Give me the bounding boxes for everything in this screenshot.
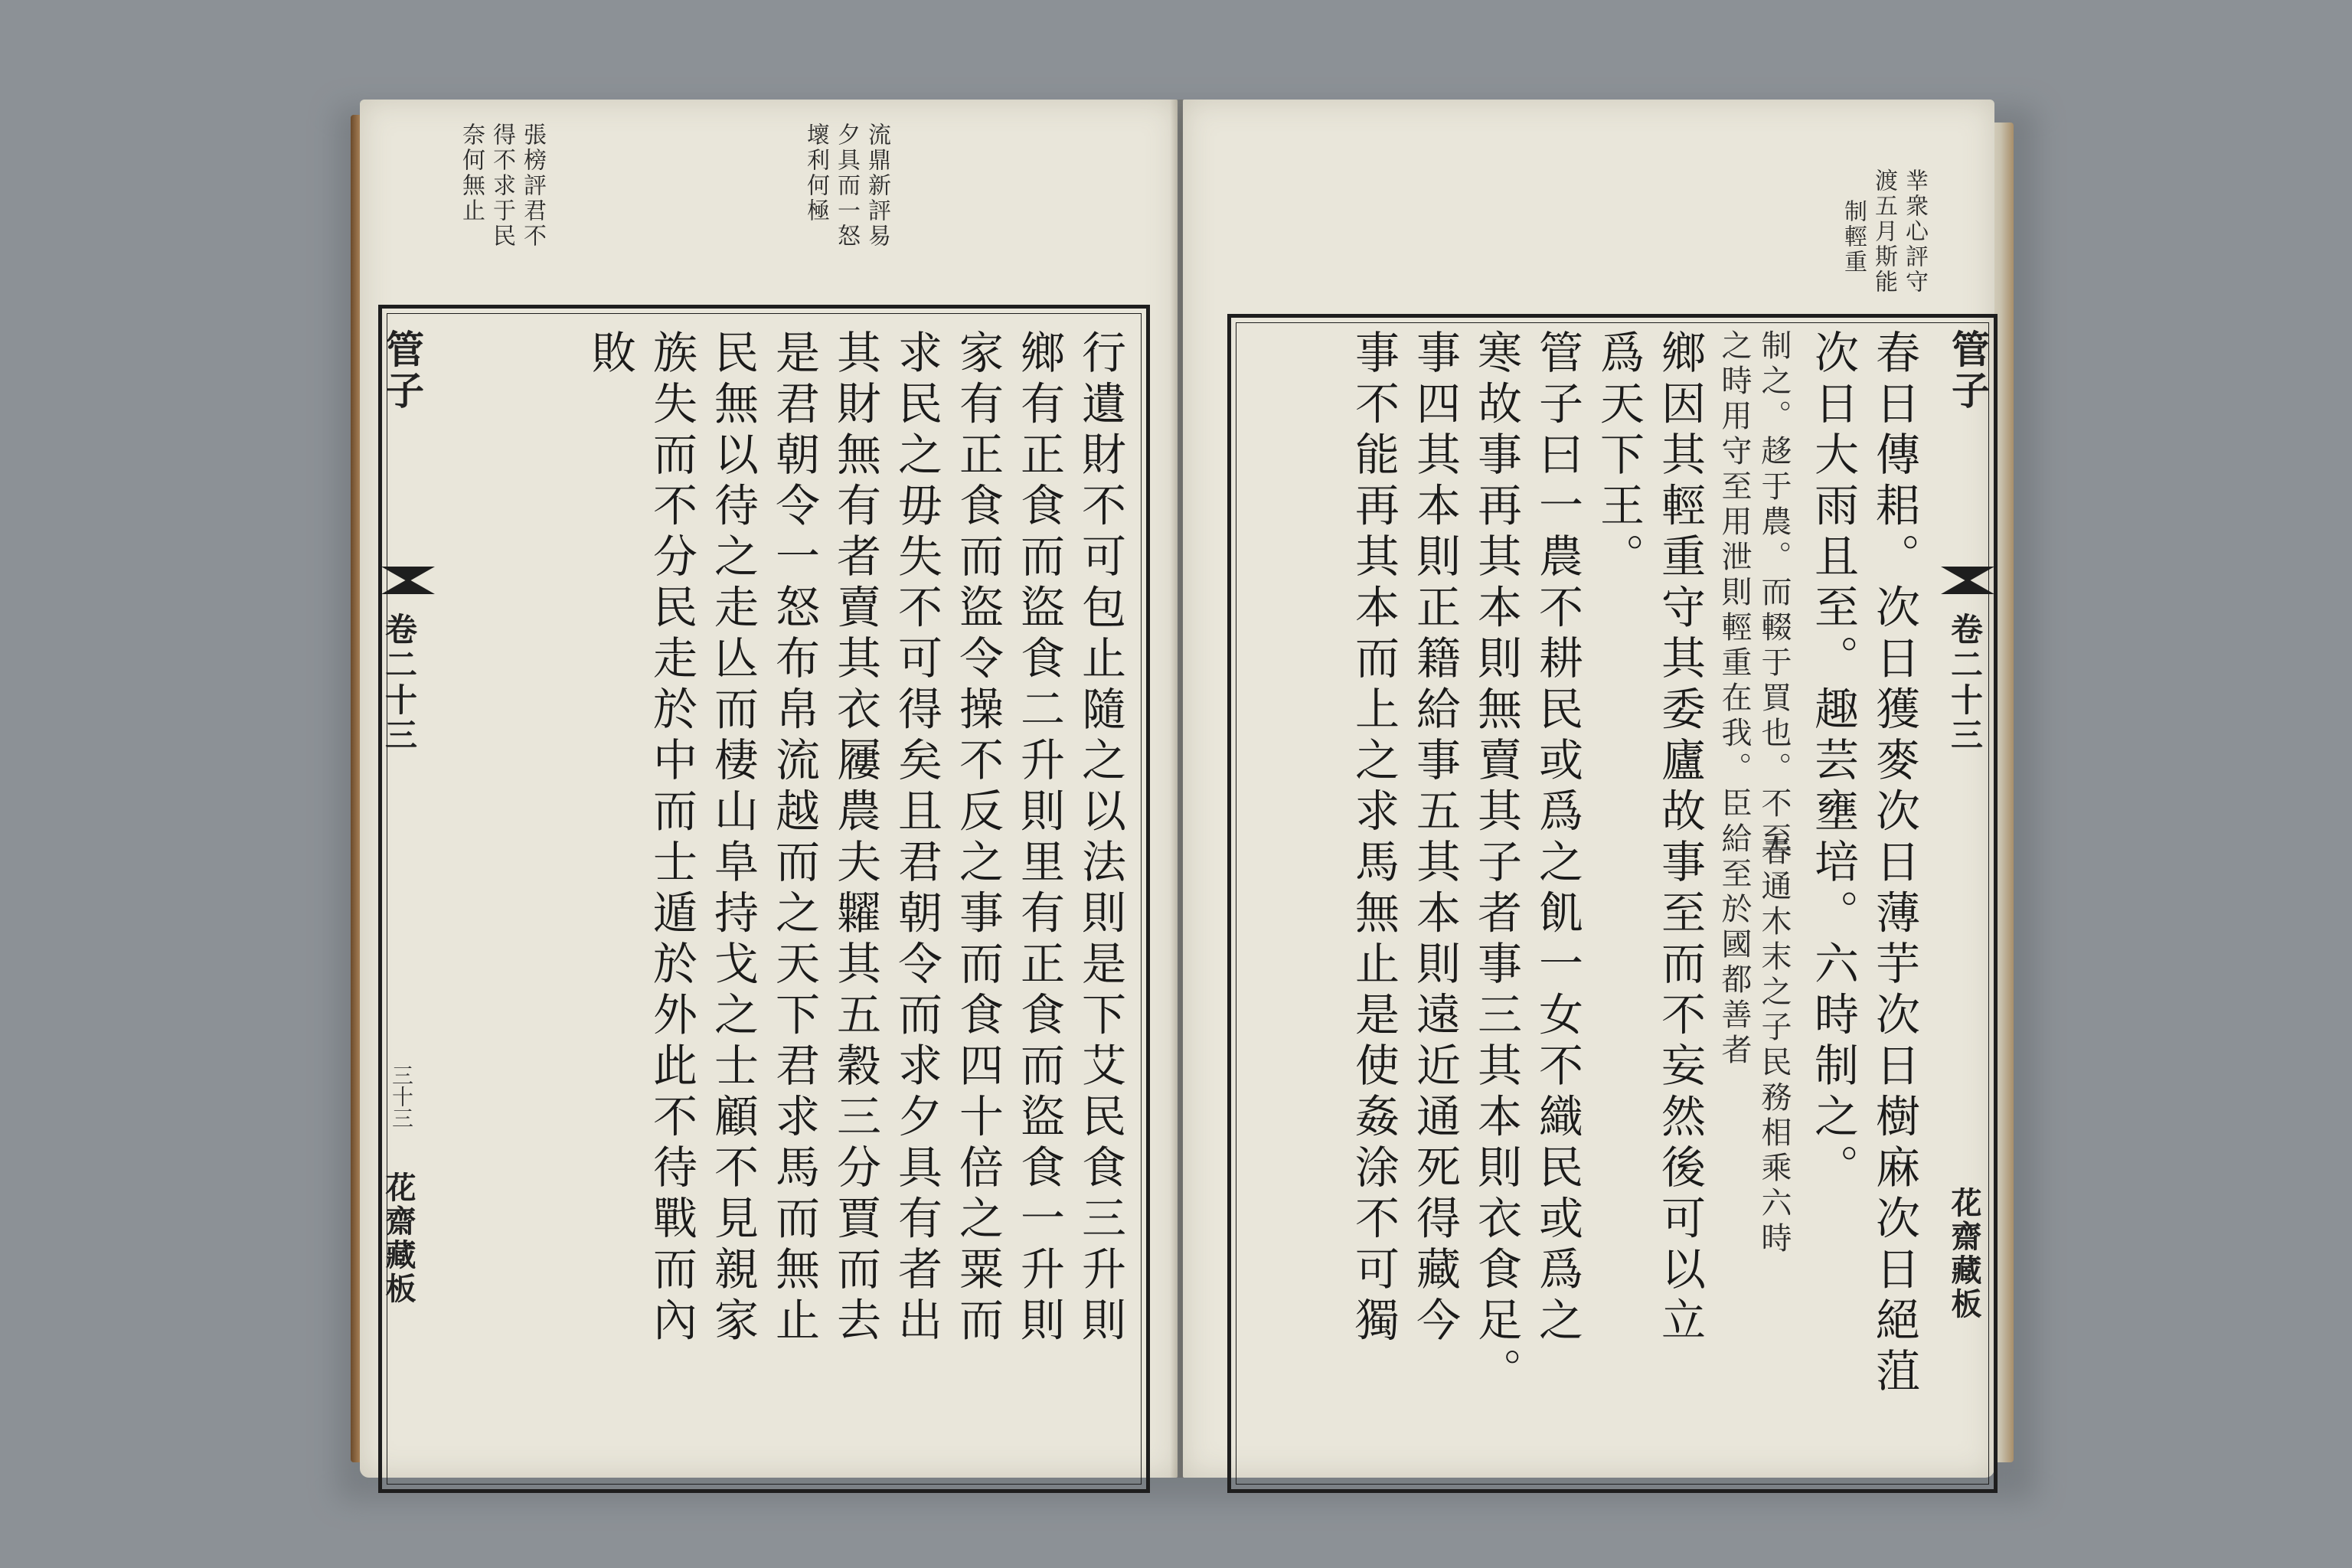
text-column: 民無以待之走亾而棲山阜持戈之士顧不見親家 xyxy=(707,329,759,1348)
folio-number: 三十三 xyxy=(389,1064,414,1129)
spine-title: 管子 xyxy=(1945,329,1991,412)
text-column: 鄉因其輕重守其委廬故事至而不妄然後可以立 xyxy=(1654,329,1706,1348)
text-column: 管子曰一農不耕民或爲之飢一女不織民或爲之 xyxy=(1531,329,1583,1348)
text-column: 族失而不分民走於中而士遁於外此不待戰而內 xyxy=(645,329,697,1348)
text-column: 次日大雨且至。趣芸壅培。六時制之。 xyxy=(1807,329,1859,1195)
header-note: 制輕重 xyxy=(1840,199,1867,275)
header-note: 張榜評君不 xyxy=(519,122,546,249)
text-column: 家有正食而盜令操不反之事而食四十倍之粟而 xyxy=(952,329,1004,1348)
text-column: 鄉有正食而盜食二升則里有正食而盜食一升則 xyxy=(1013,329,1065,1348)
text-column: 事四其本則正籍給事五其本則遠近通死得藏今 xyxy=(1409,329,1461,1348)
header-note: 丵衆心評守 xyxy=(1901,168,1928,295)
text-column: 春日傳耜。次日獲麥次日薄芋次日樹麻次日絕菹 xyxy=(1868,329,1920,1399)
text-column: 事不能再其本而上之求馬無止是使姦涂不可獨 xyxy=(1348,329,1400,1348)
right-page xyxy=(1183,100,1994,1478)
text-column: 是君朝令一怒布帛流越而之天下君求馬而無止 xyxy=(768,329,820,1348)
spine-volume: 卷二十三 xyxy=(381,612,418,753)
header-note: 渡五月斯能 xyxy=(1870,168,1897,295)
spine-publisher: 花齋藏板 xyxy=(381,1171,416,1306)
header-note: 奈何無止 xyxy=(458,122,485,224)
header-note: 壞利何極 xyxy=(802,122,829,224)
left-page xyxy=(360,100,1178,1478)
text-column: 敗 xyxy=(584,329,636,381)
text-column: 求民之毋失不可得矣且君朝令而求夕具有者出 xyxy=(890,329,942,1348)
inline-note: 春通木末之子民務相乘六時 xyxy=(1756,835,1792,1257)
text-column: 寒故事再其本則無賣其子者事三其本則衣食足。 xyxy=(1470,329,1522,1399)
header-note: 得不求于民 xyxy=(488,122,515,249)
text-column: 爲天下王。 xyxy=(1592,329,1645,584)
spine-publisher: 花齋藏板 xyxy=(1946,1187,1982,1321)
spine-title: 管子 xyxy=(380,329,425,412)
text-column-small: 之時用守至用泄則輕重在我。臣給至於國都善者 xyxy=(1717,329,1752,1069)
text-column-small: 制之。趍于農。而輟于買也。不至 xyxy=(1756,329,1792,858)
spine-volume: 卷二十三 xyxy=(1946,612,1984,753)
header-note: 夕具而一怒 xyxy=(833,122,860,249)
header-note: 流鼎新評易 xyxy=(864,122,890,249)
text-column: 其財無有者賣其衣屨農夫糶其五穀三分賈而去 xyxy=(829,329,881,1348)
text-column: 行遺財不可包止隨之以法則是下艾民食三升則 xyxy=(1074,329,1126,1348)
